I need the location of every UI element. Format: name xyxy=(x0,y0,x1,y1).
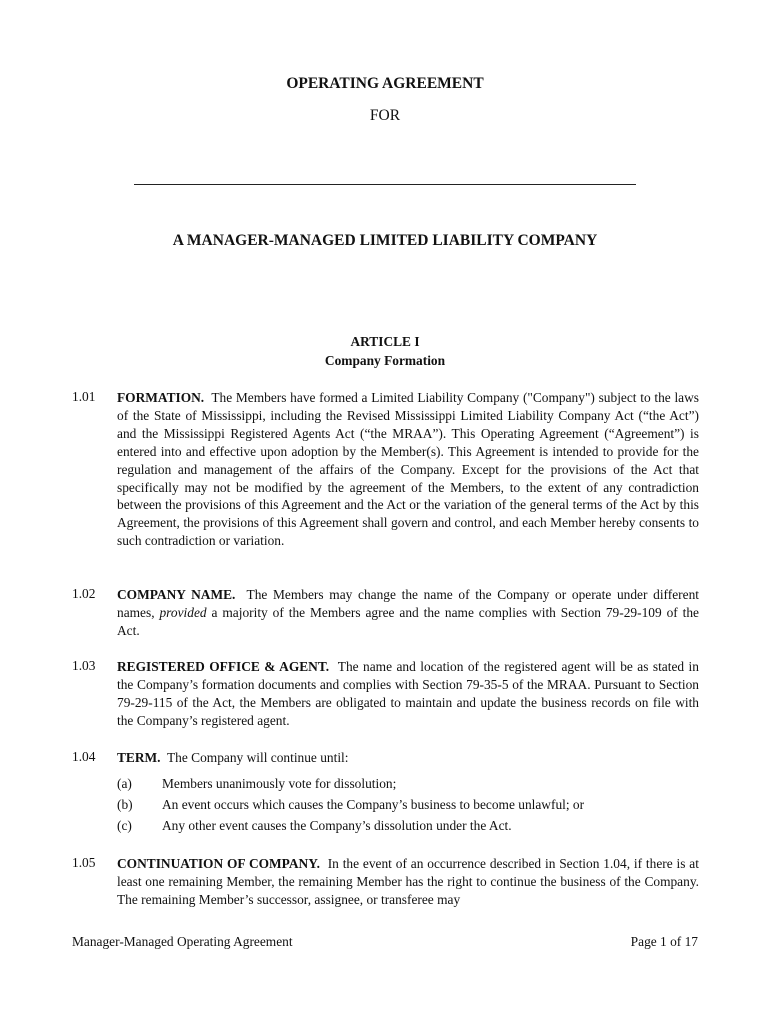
company-name-blank-line[interactable] xyxy=(134,184,636,185)
footer-page-number: Page 1 of 17 xyxy=(630,934,698,949)
section-text: In the event of an occurrence described in Section 1.04, if there is at least one remaining Member, the remaining Member has the right to continue the business of the Company. The remaining Member’s successor, assignee, or transferee may xyxy=(117,856,699,907)
section-formation xyxy=(117,389,699,550)
list-item-label: (a) xyxy=(117,776,132,791)
document-subtitle: A MANAGER-MANAGED LIMITED LIABILITY COMPANY xyxy=(172,232,598,249)
section-company-name xyxy=(117,586,699,640)
section-term xyxy=(117,749,699,767)
list-item-label: (b) xyxy=(117,797,133,812)
list-item-text: Members unanimously vote for dissolution; xyxy=(162,776,397,791)
footer-document-name: Manager-Managed Operating Agreement xyxy=(72,934,293,949)
section-number: 1.04 xyxy=(72,749,96,764)
section-text: The Members may change the name of the Company or operate under different names, xyxy=(117,587,699,620)
list-item-text: Any other event causes the Company’s dissolution under the Act. xyxy=(162,818,512,833)
section-number: 1.02 xyxy=(72,586,96,601)
section-text-italic: provided xyxy=(159,604,207,620)
section-text: a majority of the Members agree and the name complies with Section 79-29-109 of the Act. xyxy=(117,604,699,638)
section-text: The name and location of the registered agent will be as stated in the Company’s formation documents and complies with Section 79-35-5 of the MRAA. Pursuant to Section 79-29-115 of the Act, the Members are obligated to maintain and update the business records on file with the Company’s registered agent. xyxy=(117,659,699,728)
section-continuation xyxy=(117,855,699,909)
section-heading: COMPANY NAME. xyxy=(117,587,236,602)
section-number: 1.01 xyxy=(72,389,96,404)
section-text: The Company will continue until: xyxy=(167,750,349,765)
document-for-label: FOR xyxy=(369,107,401,124)
article-label: ARTICLE I xyxy=(350,334,420,349)
section-heading: REGISTERED OFFICE & AGENT. xyxy=(117,659,330,674)
document-title: OPERATING AGREEMENT xyxy=(286,75,484,92)
section-heading: FORMATION. xyxy=(117,390,205,405)
list-item-label: (c) xyxy=(117,818,132,833)
article-heading: Company Formation xyxy=(324,353,446,368)
section-heading: CONTINUATION OF COMPANY. xyxy=(117,856,320,871)
section-text: The Members have formed a Limited Liability Company ("Company") subject to the laws of the State of Mississippi, including the Revised Mississippi Limited Liability Company Act (“the Act”) and the Mississippi Registered Agents Act (“the MRAA”). This Operating Agreement (“Agreement”) is entered into and effective upon adoption by the Member(s). This Agreement is intended to provide for the regulation and management of the affairs of the Company. Except for the provisions of the Act that specifically may not be modified by the agreement of the Members, to the extent of any contradiction between the provisions of this Agreement and the Act or the variation of the general terms of the Act by this Agreement, the provisions of this Agreement shall govern and control, and each Member hereby consents to such contradiction or variation. xyxy=(117,390,699,549)
section-number: 1.05 xyxy=(72,855,96,870)
list-item-text: An event occurs which causes the Company’s business to become unlawful; or xyxy=(162,797,585,812)
section-heading: TERM. xyxy=(117,750,161,765)
section-registered-office xyxy=(117,658,699,730)
section-number: 1.03 xyxy=(72,658,96,673)
